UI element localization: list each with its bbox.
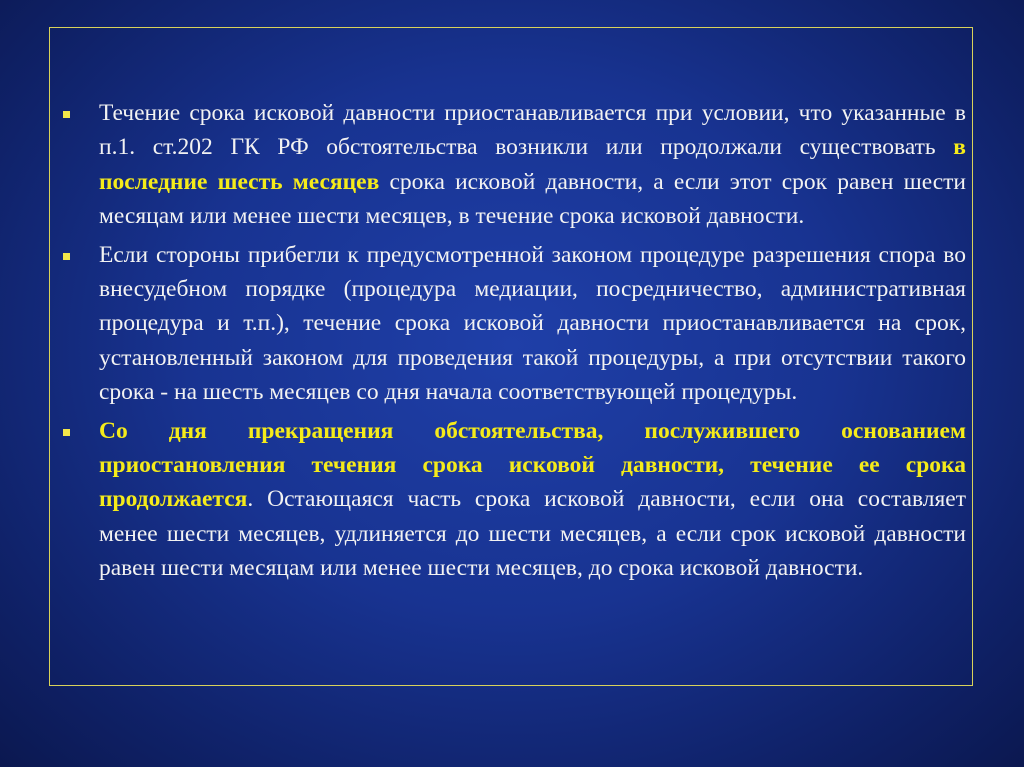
text-run: . Остающаяся часть срока исковой давности, если она составляет менее шести месяцев, удлиняется до шести месяцев, а если срок исковой давности равен шести месяцам или менее шести месяцев, до срока исковой давности.: [99, 486, 966, 582]
square-bullet-icon: [63, 429, 70, 436]
highlighted-text-run: Со дня прекращения обстоятельства, послужившего основанием приостановления течения срока исковой давности, течение ее срока продолжается: [99, 417, 966, 513]
bullet-text-2: [99, 238, 966, 410]
bullet-text-1: [99, 96, 966, 234]
slide-content: [60, 96, 966, 590]
square-bullet-icon: [63, 111, 70, 118]
bullet-item-3: [60, 414, 966, 586]
bullet-text-3: [99, 414, 966, 586]
bullet-item-1: [60, 96, 966, 234]
bullet-item-2: [60, 238, 966, 410]
text-run: Течение срока исковой давности приостанавливается при условии, что указанные в п.1. ст.202 ГК РФ обстоятельства возникли или продолжали существовать: [99, 100, 966, 161]
square-bullet-icon: [63, 253, 70, 260]
text-run: Если стороны прибегли к предусмотренной законом процедуре разрешения спора во внесудебном порядке (процедура медиации, посредничество, административная процедура и т.п.), течение срока исковой давности приостанавливается на срок, установленный законом для проведения такой процедуры, а при отсутствии такого срока - на шесть месяцев со дня начала соответствующей процедуры.: [99, 241, 966, 406]
text-run: срока исковой давности, а если этот срок равен шести месяцам или менее шести месяцев, в течение срока исковой давности.: [99, 168, 966, 230]
highlighted-text-run: в последние шесть месяцев: [99, 134, 966, 195]
